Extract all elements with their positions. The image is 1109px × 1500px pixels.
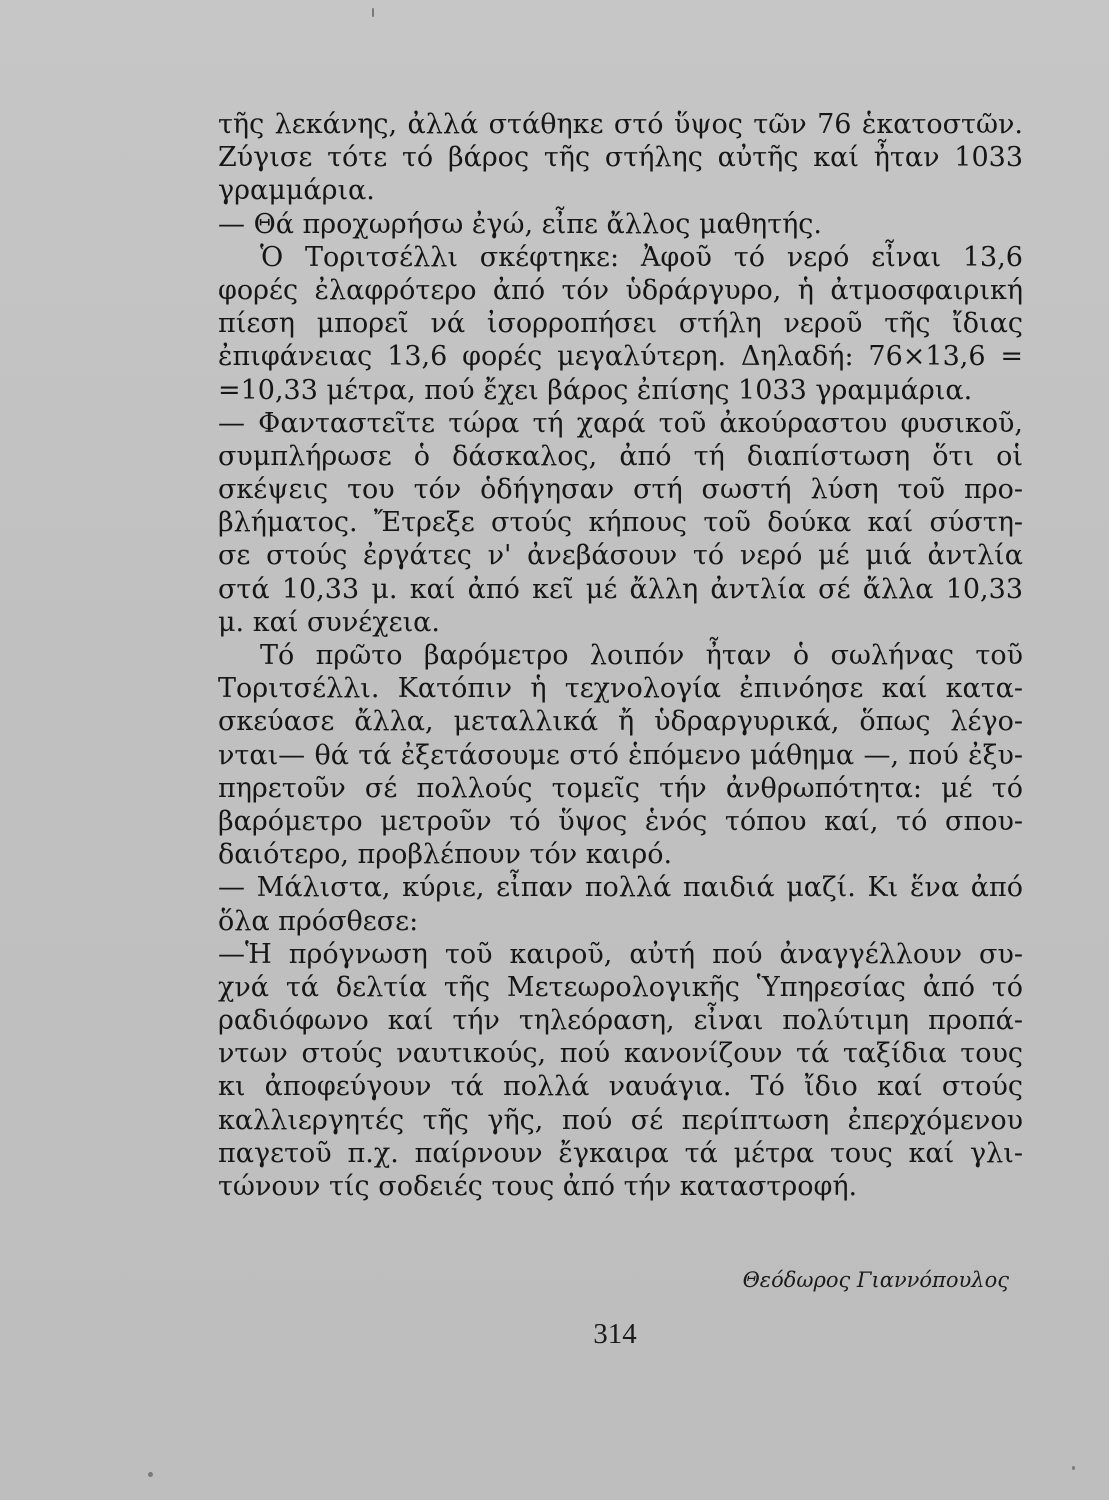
page-number: 314: [593, 1318, 637, 1350]
text-line: χνά τά δελτία τῆς Μετεωρολογικῆς Ὑπηρεσίας ἀπό τό: [218, 971, 1023, 1003]
text-line: Τοριτσέλλι. Κατόπιν ἡ τεχνολογία ἐπινόησε καί κατα-: [218, 673, 1023, 705]
text-line: — Μάλιστα, κύριε, εἶπαν πολλά παιδιά μαζί. Κι ἕνα ἀπό: [218, 872, 1023, 904]
text-line: ραδιόφωνο καί τήν τηλεόραση, εἶναι πολύτιμη προπά-: [218, 1005, 1023, 1037]
print-speck: [148, 1472, 153, 1477]
text-line: φορές ἐλαφρότερο ἀπό τόν ὑδράργυρο, ἡ ἀτμοσφαιρική: [218, 274, 1023, 306]
text-line: κι ἀποφεύγουν τά πολλά ναυάγια. Τό ἴδιο καί στούς: [218, 1071, 1023, 1103]
text-line: συμπλήρωσε ὁ δάσκαλος, ἀπό τή διαπίστωση ὅτι οἱ: [218, 440, 1023, 472]
paragraph: [218, 241, 1023, 407]
text-line: γραμμάρια.: [218, 175, 375, 207]
paragraph: [218, 108, 1023, 208]
text-line: σκεύασε ἄλλα, μεταλλικά ἤ ὑδραργυρικά, ὅπως λέγο-: [218, 706, 1023, 738]
author-signature: Θεόδωρος Γιαννόπουλος: [742, 1268, 1009, 1292]
text-line: σε στούς ἐργάτες ν' ἀνεβάσουν τό νερό μέ μιά ἀντλία: [218, 540, 1023, 572]
text-line: Ζύγισε τότε τό βάρος τῆς στήλης αὐτῆς καί ἦταν 1033: [218, 142, 1023, 174]
print-speck: [372, 8, 374, 17]
text-line: βλήματος. Ἔτρεξε στούς κήπους τοῦ δούκα καί σύστη-: [218, 507, 1023, 539]
text-line: στά 10,33 μ. καί ἀπό κεῖ μέ ἄλλη ἀντλία σέ ἄλλα 10,33: [218, 573, 1023, 605]
paragraph: [218, 871, 1023, 937]
paragraph: [218, 938, 1023, 1204]
paragraph: [218, 639, 1023, 871]
text-line: ὅλα πρόσθεσε:: [218, 905, 419, 937]
text-line: πηρετοῦν σέ πολλούς τομεῖς τήν ἀνθρωπότητα: μέ τό: [218, 772, 1023, 804]
text-line: παγετοῦ π.χ. παίρνουν ἔγκαιρα τά μέτρα τους καί γλι-: [218, 1137, 1023, 1169]
text-line: βαρόμετρο μετροῦν τό ὕψος ἑνός τόπου καί, τό σπου-: [218, 805, 1023, 837]
text-line: ἐπιφάνειας 13,6 φορές μεγαλύτερη. Δηλαδή: 76×13,6 =: [218, 341, 1023, 373]
text-line: =10,33 μέτρα, πού ἔχει βάρος ἐπίσης 1033 γραμμάρια.: [218, 374, 973, 406]
text-line: — Θά προχωρήσω ἐγώ, εἶπε ἄλλος μαθητής.: [218, 208, 823, 240]
text-line: πίεση μπορεῖ νά ἰσορροπήσει στήλη νεροῦ τῆς ἴδιας: [218, 308, 1023, 340]
text-line: —Ἡ πρόγνωση τοῦ καιροῦ, αὐτή πού ἀναγγέλλουν συ-: [218, 938, 1023, 970]
text-line: — Φανταστεῖτε τώρα τή χαρά τοῦ ἀκούραστου φυσικοῦ,: [218, 407, 1023, 439]
print-speck: [1072, 1466, 1075, 1470]
text-line: σκέψεις του τόν ὁδήγησαν στή σωστή λύση τοῦ προ-: [218, 474, 1023, 506]
text-line: τῆς λεκάνης, ἀλλά στάθηκε στό ὕψος τῶν 76 ἑκατοστῶν.: [218, 109, 1023, 140]
body-text: [218, 108, 1023, 1203]
paragraph: [218, 208, 1023, 241]
paragraph: [218, 407, 1023, 639]
text-line: καλλιεργητές τῆς γῆς, πού σέ περίπτωση ἐπερχόμενου: [218, 1104, 1023, 1136]
text-line: δαιότερο, προβλέπουν τόν καιρό.: [218, 839, 673, 871]
text-line: μ. καί συνέχεια.: [218, 606, 440, 638]
text-line: Ὁ Τοριτσέλλι σκέφτηκε: Ἀφοῦ τό νερό εἶναι 13,6: [260, 241, 1023, 273]
text-line: τώνουν τίς σοδειές τους ἀπό τήν καταστροφή.: [218, 1171, 858, 1202]
text-line: νται— θά τά ἐξετάσουμε στό ἑπόμενο μάθημα —, πού ἐξυ-: [218, 739, 1023, 771]
text-line: Τό πρῶτο βαρόμετρο λοιπόν ἦταν ὁ σωλήνας τοῦ: [260, 640, 1023, 671]
text-line: ντων στούς ναυτικούς, πού κανονίζουν τά ταξίδια τους: [218, 1038, 1023, 1070]
